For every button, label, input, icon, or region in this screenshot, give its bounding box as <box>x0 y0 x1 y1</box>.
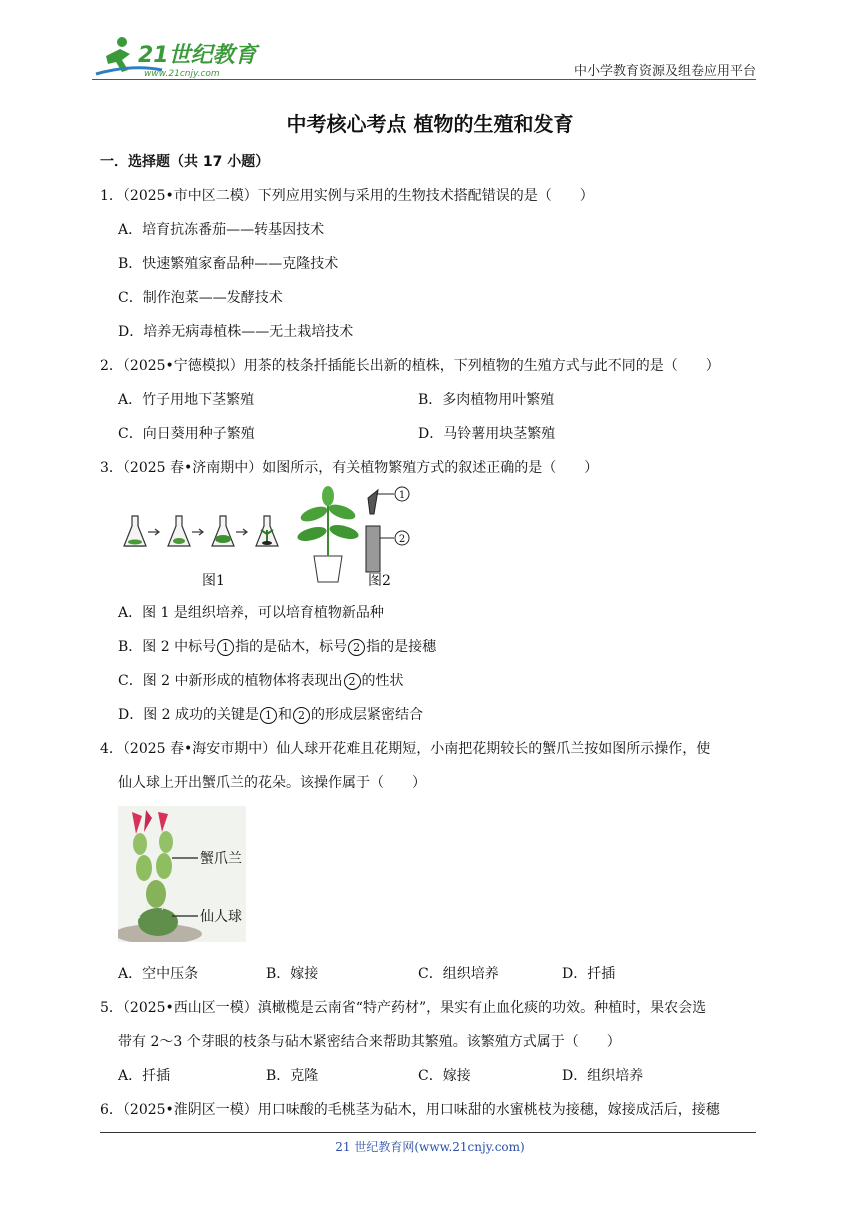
question-3-figure <box>118 484 418 590</box>
label-cactus-ball: 仙人球 <box>200 909 242 925</box>
question-5-stem-line-2: 带有 2～3 个芽眼的枝条与砧木紧密结合来帮助其繁殖。该繁殖方式属于（ ） <box>118 1034 621 1050</box>
tissue-culture-flasks <box>124 516 278 546</box>
question-1-option-b: B．快速繁殖家畜品种——克隆技术 <box>118 256 339 272</box>
question-2-option-a: A．竹子用地下茎繁殖 <box>118 392 255 408</box>
question-3-option-d: D．图 2 成功的关键是 1 和 2 的形成层紧密结合 <box>118 707 424 723</box>
question-5-stem-line-1: 5．（2025•西山区一模）滇橄榄是云南省“特产药材”，果实有止血化痰的功效。种植时，果农会选 <box>100 1000 707 1016</box>
question-3-option-a: A．图 1 是组织培养，可以培育植物新品种 <box>118 605 384 621</box>
footer-divider <box>100 1132 756 1133</box>
question-2-stem: 2．（2025•宁德模拟）用茶的枝条扦插能长出新的植株，下列植物的生殖方式与此不同的是（ ） <box>100 358 720 374</box>
logo-text: 21世纪教育 <box>138 43 257 68</box>
header-divider <box>92 79 756 80</box>
question-3-stem: 3．（2025 春•济南期中）如图所示，有关植物繁殖方式的叙述正确的是（ ） <box>100 460 599 476</box>
logo-url: www.21cnjy.com <box>144 69 220 79</box>
question-1-stem: 1．（2025•市中区二模）下列应用实例与采用的生物技术搭配错误的是（ ） <box>100 188 594 204</box>
grafting-diagram <box>366 487 409 572</box>
question-1-option-c: C．制作泡菜——发酵技术 <box>118 290 283 306</box>
section-heading: 一．选择题（共 17 小题） <box>100 154 270 170</box>
mark-1: 1 <box>398 490 406 501</box>
question-3-option-c: C．图 2 中新形成的植物体将表现出 2 的性状 <box>118 673 404 689</box>
question-4-option-a: A．空中压条 <box>118 966 199 982</box>
question-3-option-b: B．图 2 中标号 1 指的是砧木，标号 2 指的是接穗 <box>118 639 437 655</box>
question-4-option-c: C．组织培养 <box>418 966 499 982</box>
question-5-option-b: B．克隆 <box>266 1068 319 1084</box>
question-4-option-b: B．嫁接 <box>266 966 319 982</box>
question-5-option-a: A．扦插 <box>118 1068 171 1084</box>
question-4-stem-line-2: 仙人球上开出蟹爪兰的花朵。该操作属于（ ） <box>118 775 426 791</box>
question-1-option-d: D．培养无病毒植株——无土栽培技术 <box>118 324 354 340</box>
potted-plant <box>296 486 360 582</box>
header-platform-text: 中小学教育资源及组卷应用平台 <box>573 64 756 79</box>
footer-link[interactable]: 21 世纪教育网(www.21cnjy.com) <box>335 1140 525 1154</box>
figure-2-label: 图2 <box>368 573 391 589</box>
question-5-option-d: D．组织培养 <box>562 1068 644 1084</box>
question-2-option-b: B．多肉植物用叶繁殖 <box>418 392 555 408</box>
question-4-stem-line-1: 4．（2025 春•海安市期中）仙人球开花难且花期短，小南把花期较长的蟹爪兰按如图所示操作，使 <box>100 741 711 757</box>
question-5-option-c: C．嫁接 <box>418 1068 471 1084</box>
question-4-option-d: D．扦插 <box>562 966 616 982</box>
page-title: 中考核心考点 植物的生殖和发育 <box>286 112 574 136</box>
question-6-stem-line-1: 6．（2025•淮阴区一模）用口味酸的毛桃茎为砧木，用口味甜的水蜜桃枝为接穗，嫁接成活后，接穗 <box>100 1102 720 1118</box>
mark-2: 2 <box>398 534 406 545</box>
figure-1-label: 图1 <box>202 573 225 589</box>
question-2-option-d: D．马铃薯用块茎繁殖 <box>418 426 556 442</box>
label-crab-cactus: 蟹爪兰 <box>200 851 242 867</box>
question-4-photo <box>118 806 246 942</box>
site-logo <box>92 34 262 80</box>
question-1-option-a: A．培育抗冻番茄——转基因技术 <box>118 222 325 238</box>
question-2-option-c: C．向日葵用种子繁殖 <box>118 426 255 442</box>
